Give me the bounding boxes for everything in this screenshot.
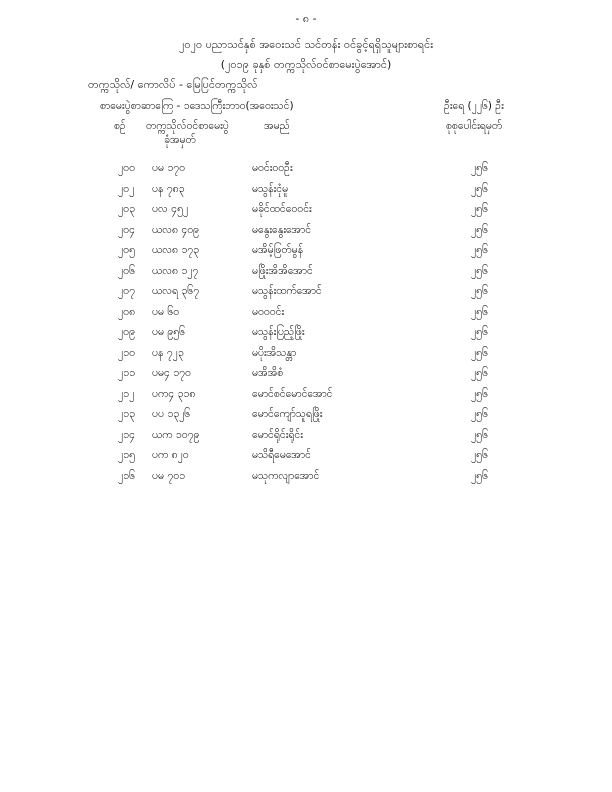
table-row <box>0 326 612 347</box>
table-row <box>0 183 612 204</box>
row-marks: ၂၅၆ <box>471 449 488 461</box>
row-roll-number: ပပ ၁၃၂၆ <box>152 408 191 420</box>
row-marks: ၂၅၆ <box>471 244 488 256</box>
row-marks: ၂၅၆ <box>471 162 488 174</box>
row-name: မသွန်းပြည့်ဖြိုး <box>252 326 305 338</box>
table-row <box>0 285 612 306</box>
table-row <box>0 162 612 183</box>
row-serial: ၂၁၅ <box>118 449 135 461</box>
row-roll-number: ယလ၈ ၁၇၃ <box>152 244 200 256</box>
row-marks: ၂၅၆ <box>471 285 488 297</box>
row-name: မသုကလျာအောင် <box>252 469 320 482</box>
row-serial: ၂၀၇ <box>118 285 135 297</box>
row-marks: ၂၅၆ <box>471 346 488 359</box>
row-name: မဝဝဝင်း <box>252 305 285 318</box>
university-line: တက္ကသိုလ်/ ကောလိပ် - မြေပြင်တက္ကသိုလ် <box>88 78 258 91</box>
row-roll-number: ပန ၇၈၃ <box>152 182 185 195</box>
row-marks: ၂၅၆ <box>471 223 488 236</box>
row-roll-number: ယက ၁၀၇၉ <box>152 428 200 441</box>
row-serial: ၂၀၂ <box>118 182 135 195</box>
row-roll-number: ပန ၇၂၃ <box>152 346 184 359</box>
row-marks: ၂၅၆ <box>471 264 488 277</box>
row-roll-number: ပလ ၄၅၂ <box>152 203 189 215</box>
row-serial: ၂၀၈ <box>118 305 136 318</box>
header-roll-number-line2: ခုံအမှတ် <box>164 134 196 146</box>
row-name: မောင်ရိုင်းရိုင်း <box>252 428 303 441</box>
table-row <box>0 388 612 409</box>
table-row <box>0 244 612 265</box>
row-marks: ၂၅၆ <box>471 428 488 441</box>
exam-center-line: စာမေးပွဲစာဆာကြေ - ၁ဒေသကြီးဘာဝ(အဝေးသင်) <box>100 100 294 112</box>
row-serial: ၂၀၅ <box>118 244 135 256</box>
table-row <box>0 367 612 388</box>
table-row <box>0 470 612 491</box>
row-marks: ၂၅၆ <box>471 182 488 195</box>
row-roll-number: ပမ ၇၀၁ <box>152 469 186 482</box>
row-serial: ၂၀၉ <box>118 326 135 338</box>
row-name: မောင်ကျော်သူရဖြိုး <box>252 408 323 420</box>
row-serial: ၂၁၀ <box>118 346 135 359</box>
row-name: မခိုင်ထင်ဝေဝင်း <box>252 203 312 215</box>
row-marks: ၂၅၆ <box>471 326 488 338</box>
table-row <box>0 429 612 450</box>
row-serial: ၂၁၄ <box>118 428 135 441</box>
row-name: မသွန်းထက်အောင် <box>252 285 322 297</box>
row-marks: ၂၅၆ <box>471 367 488 379</box>
row-name: မပိုးအိသန္တာ <box>252 346 297 359</box>
row-name: မောင်စင်မောင်အောင် <box>252 387 333 400</box>
total-count: ဦးရေ (၂၂၆) ဦး <box>444 100 504 112</box>
table-row <box>0 449 612 470</box>
row-serial: ၂၁၆ <box>118 469 135 482</box>
row-roll-number: ပက၄ ၃၁၈ <box>152 387 196 400</box>
table-row <box>0 408 612 429</box>
row-name: မအိမ့်ဖြတ်မွန် <box>252 244 304 256</box>
row-marks: ၂၅၆ <box>471 305 488 318</box>
row-roll-number: ပမ ၁၇၀ <box>152 162 186 174</box>
row-name: မသိရီမေအောင် <box>252 449 311 461</box>
row-marks: ၂၅၆ <box>471 408 488 420</box>
document-subtitle: (၂၀၁၉ ခုနှစ် တက္ကသိုလ်ဝင်စာမေးပွဲအောင်) <box>220 58 392 71</box>
row-serial: ၂၀၃ <box>118 203 135 215</box>
row-serial: ၂၁၃ <box>118 408 135 420</box>
table-row <box>0 265 612 286</box>
row-name: မဖြိုးအိအိအောင် <box>252 264 313 277</box>
row-roll-number: ပမ ၉၅၆ <box>152 326 186 338</box>
table-row <box>0 224 612 245</box>
row-serial: ၂၀၄ <box>118 223 135 236</box>
header-roll-number: တက္ကသိုလ်ဝင်စာမေးပွဲ <box>146 120 229 132</box>
row-roll-number: ယလ၈ ၁၂၇ <box>152 264 199 277</box>
row-marks: ၂၅၆ <box>471 203 488 215</box>
table-row <box>0 203 612 224</box>
table-row <box>0 306 612 327</box>
row-marks: ၂၅၆ <box>471 387 488 400</box>
header-serial: စဉ် <box>114 120 126 132</box>
header-total-marks: စုစုပေါင်းရမှတ် <box>446 120 503 132</box>
row-roll-number: ယလရ ၃၆၇ <box>152 285 200 297</box>
row-serial: ၂၁၁ <box>118 367 135 379</box>
row-marks: ၂၅၆ <box>471 469 488 482</box>
header-name: အမည် <box>264 120 290 132</box>
row-roll-number: ပမ ၆၀ <box>152 305 180 318</box>
row-serial: ၂၀၀ <box>118 162 135 174</box>
row-serial: ၂၀၆ <box>118 264 135 277</box>
row-name: မအိအိစံ <box>252 367 284 379</box>
row-roll-number: ပက ၈၂၀ <box>152 449 189 461</box>
row-roll-number: ယလ၈ ၄၀၉ <box>152 223 200 236</box>
results-table <box>0 162 612 490</box>
row-serial: ၂၁၂ <box>118 387 135 400</box>
row-name: မဝင်းဝဝဦး <box>252 162 293 174</box>
row-name: မသွန်းငုံမူ <box>252 182 289 195</box>
page-number: - ၈ - <box>295 12 317 25</box>
document-title: ၂၀၂၀ ပညာသင်နှစ် အဝေးသင် သင်တန်း ဝင်ခွင့်ရရှိသူများစာရင်း <box>178 38 433 51</box>
table-row <box>0 347 612 368</box>
row-name: မနွေးနွေးအောင် <box>252 223 312 236</box>
row-roll-number: ပမ၄ ၁၇၀ <box>152 367 191 379</box>
